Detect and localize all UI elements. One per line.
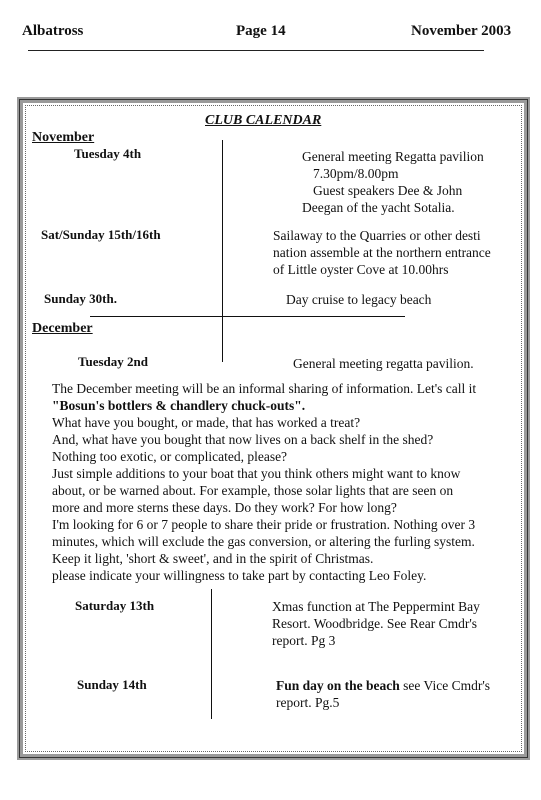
event-description: General meeting Regatta pavilion 7.30pm/8.00pm Guest speakers Dee & John Deegan of the yacht Sotalia. [302,149,484,215]
issue-date: November 2003 [411,23,512,39]
section-divider [90,316,405,317]
december-meeting-notice: The December meeting will be an informal sharing of information. Let's call it "Bosun's bottlers & chandlery chuck-outs". What have you bought, or made, that has worked a treat? And, what have you bought that now lives on a back shelf in the shed? Nothing too exotic, or complicated, please? Just simple additions to your boat that you think others might want to know about, or be warned about. For example, those solar lights that are seen on more and more sterns these days. Do they work? For how long? I'm looking for 6 or 7 people to share their pride or frustration. Nothing over 3 minutes, which will exclude the gas conversion, or altering the furling system. Keep it light, 'short & sweet', and in the spirit of Christmas. please indicate your willingness to take part by contacting Leo Foley. [52,381,477,583]
month-heading-december: December [32,321,93,336]
header-rule [28,50,484,51]
event-date: Saturday 13th [75,598,155,613]
page-number: Page 14 [236,23,286,39]
calendar-title: CLUB CALENDAR [205,113,322,128]
event-description: Sailaway to the Quarries or other desti nation assemble at the northern entrance of Little oyster Cove at 10.00hrs [273,228,491,277]
event-description: Fun day on the beach see Vice Cmdr's report. Pg.5 [276,678,491,710]
event-description: Xmas function at The Peppermint Bay Resort. Woodbridge. See Rear Cmdr's report. Pg 3 [272,599,480,648]
newsletter-name: Albatross [22,23,84,39]
event-date: Sunday 30th. [44,291,117,306]
event-description: Day cruise to legacy beach [286,292,432,307]
column-divider-bottom [211,589,212,719]
event-date: Sunday 14th [77,677,147,692]
month-heading-november: November [32,130,95,145]
column-divider-top [222,140,223,362]
event-description: General meeting regatta pavilion. [293,356,474,371]
event-date: Tuesday 2nd [78,354,148,369]
event-date: Tuesday 4th [74,146,142,161]
event-date: Sat/Sunday 15th/16th [41,227,161,242]
